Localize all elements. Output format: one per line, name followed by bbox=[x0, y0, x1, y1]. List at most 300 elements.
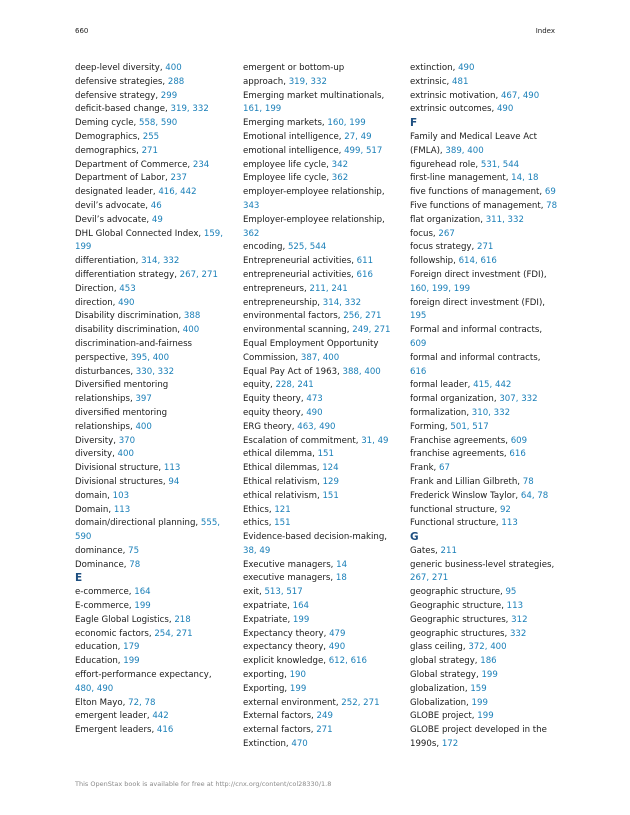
page-link[interactable]: 67 bbox=[439, 463, 450, 474]
page-link[interactable]: 267, 271 bbox=[179, 269, 218, 280]
index-entry bbox=[75, 159, 233, 173]
page-link[interactable]: 164 bbox=[292, 601, 310, 612]
index-letter-heading: G bbox=[410, 531, 419, 544]
index-entry bbox=[243, 421, 401, 435]
index-entry bbox=[410, 559, 560, 573]
page-link[interactable]: 555, bbox=[200, 518, 221, 529]
index-term: Equal Employment Opportunity bbox=[243, 338, 379, 349]
index-entry bbox=[243, 628, 401, 642]
page-link[interactable]: 190 bbox=[289, 670, 306, 681]
page-link[interactable]: 501, 517 bbox=[450, 421, 489, 432]
page-link[interactable]: 311, 332 bbox=[485, 214, 524, 225]
index-term: flat organization, bbox=[410, 214, 486, 225]
page-link[interactable]: 121 bbox=[274, 504, 291, 515]
page-link[interactable]: 370 bbox=[118, 435, 136, 446]
index-term: Divisional structures, bbox=[75, 476, 169, 487]
index-entry bbox=[410, 172, 560, 186]
page-link[interactable]: 69 bbox=[544, 187, 556, 198]
page-link[interactable]: 362 bbox=[331, 173, 349, 184]
index-term: Geographic structures, bbox=[410, 614, 512, 625]
index-term: figurehead role, bbox=[410, 159, 481, 170]
page-link[interactable]: 612, 616 bbox=[328, 656, 367, 667]
index-entry bbox=[243, 145, 401, 159]
index-entry bbox=[243, 379, 401, 393]
index-term: Geographic structure, bbox=[410, 601, 507, 612]
index-term: Emotional intelligence, bbox=[243, 131, 345, 142]
index-term: explicit knowledge, bbox=[243, 656, 329, 667]
index-entry bbox=[75, 407, 233, 421]
page-link[interactable]: 467, 490 bbox=[500, 90, 540, 101]
index-term: extrinsic, bbox=[410, 76, 453, 87]
index-term: e-commerce, bbox=[75, 587, 135, 598]
page-link[interactable]: 332 bbox=[509, 628, 527, 639]
page-link[interactable]: 299 bbox=[160, 90, 178, 101]
index-entry bbox=[75, 600, 233, 614]
index-term: Equal Pay Act of 1963, bbox=[243, 366, 343, 377]
page-link[interactable]: 490 bbox=[306, 407, 323, 418]
page-link[interactable]: 319, 332 bbox=[288, 76, 327, 87]
page-link[interactable]: 442 bbox=[152, 711, 169, 722]
page-link[interactable]: 614, 616 bbox=[458, 256, 497, 267]
index-term: Expectancy theory, bbox=[243, 628, 330, 639]
index-term: geographic structure, bbox=[410, 587, 506, 598]
index-term: formal leader, bbox=[410, 380, 474, 391]
index-term: Eagle Global Logistics, bbox=[75, 614, 175, 625]
page-link[interactable]: 129 bbox=[322, 476, 339, 487]
index-term: Employer-employee relationship, bbox=[243, 214, 385, 225]
page-link[interactable]: 415, 442 bbox=[473, 380, 512, 391]
page-link[interactable]: 470 bbox=[291, 739, 308, 750]
index-entry bbox=[410, 641, 560, 655]
page-link[interactable]: 160, 199 bbox=[327, 118, 366, 129]
index-entry bbox=[243, 614, 401, 628]
page-link[interactable]: 113 bbox=[506, 601, 524, 612]
page-link[interactable]: 271 bbox=[141, 145, 158, 156]
page-link[interactable]: 256, 271 bbox=[343, 311, 382, 322]
index-entry bbox=[410, 490, 560, 504]
index-entry bbox=[243, 283, 401, 297]
index-entry bbox=[75, 490, 233, 504]
index-term: Exporting, bbox=[243, 683, 290, 694]
index-entry bbox=[243, 200, 401, 214]
index-entry bbox=[243, 462, 401, 476]
index-term: Executive managers, bbox=[243, 559, 337, 570]
page-link[interactable]: 161, 199 bbox=[243, 104, 282, 115]
index-entry bbox=[75, 531, 233, 545]
index-term: Forming, bbox=[410, 421, 451, 432]
page-link[interactable]: 75 bbox=[128, 545, 140, 556]
page-link[interactable]: 159, bbox=[203, 228, 224, 239]
index-entry bbox=[243, 407, 401, 421]
index-entry bbox=[75, 379, 233, 393]
index-entry bbox=[75, 476, 233, 490]
page-link[interactable]: 237 bbox=[170, 173, 187, 184]
page-link[interactable]: 525, 544 bbox=[287, 242, 327, 253]
index-entry bbox=[75, 200, 233, 214]
page-link[interactable]: 172 bbox=[441, 739, 459, 750]
index-entry bbox=[75, 145, 233, 159]
page-link[interactable]: 513, 517 bbox=[264, 587, 303, 598]
page-link[interactable]: 199 bbox=[134, 601, 151, 612]
index-entry bbox=[75, 269, 233, 283]
index-entry bbox=[410, 283, 560, 297]
page-link[interactable]: 234 bbox=[192, 159, 210, 170]
index-entry bbox=[75, 255, 233, 269]
page-link[interactable]: 199 bbox=[75, 242, 92, 253]
page-link[interactable]: 267, 271 bbox=[410, 573, 449, 584]
index-term: glass ceiling, bbox=[410, 642, 469, 653]
page-link[interactable]: 463, 490 bbox=[297, 421, 336, 432]
page-link[interactable]: 249, 271 bbox=[352, 325, 391, 336]
index-entry bbox=[410, 241, 560, 255]
index-term: Emerging markets, bbox=[243, 118, 328, 129]
index-entry bbox=[243, 159, 401, 173]
page-link[interactable]: 124 bbox=[322, 463, 339, 474]
page-link[interactable]: 151 bbox=[317, 449, 334, 460]
index-term: defensive strategy, bbox=[75, 90, 161, 101]
index-term: entrepreneurship, bbox=[243, 297, 323, 308]
index-term: devil’s advocate, bbox=[75, 200, 151, 211]
index-entry bbox=[75, 103, 233, 117]
page-link[interactable]: 64, 78 bbox=[520, 490, 549, 501]
index-entry bbox=[410, 297, 560, 311]
index-term: Ethics, bbox=[243, 504, 275, 515]
page-link[interactable]: 14, 18 bbox=[511, 173, 539, 184]
page-link[interactable]: 195 bbox=[410, 311, 427, 322]
page-link[interactable]: 211 bbox=[440, 545, 457, 556]
page-link[interactable]: 49 bbox=[151, 214, 163, 225]
index-entry bbox=[75, 655, 233, 669]
index-column-1 bbox=[75, 62, 233, 738]
index-term: diversified mentoring bbox=[75, 407, 168, 418]
index-entry bbox=[75, 614, 233, 628]
page-link[interactable]: 14 bbox=[336, 559, 348, 570]
index-entry bbox=[410, 738, 560, 752]
page-link[interactable]: 199 bbox=[481, 670, 498, 681]
index-entry bbox=[410, 655, 560, 669]
page-link[interactable]: 330, 332 bbox=[135, 366, 175, 377]
index-entry bbox=[75, 393, 233, 407]
page-link[interactable]: 400 bbox=[117, 449, 134, 460]
index-entry bbox=[243, 324, 401, 338]
index-term: ethics, bbox=[243, 518, 275, 529]
page-link[interactable]: 314, 332 bbox=[322, 297, 362, 308]
index-term: Diversified mentoring bbox=[75, 380, 169, 391]
page-link[interactable]: 160, 199, 199 bbox=[410, 283, 471, 294]
index-entry bbox=[243, 683, 401, 697]
index-entry bbox=[410, 614, 560, 628]
index-term: followship, bbox=[410, 256, 459, 267]
index-term: formalization, bbox=[410, 407, 472, 418]
page-link[interactable]: 113 bbox=[163, 463, 181, 474]
page-link[interactable]: 362 bbox=[243, 228, 260, 239]
page-link[interactable]: 78 bbox=[129, 559, 141, 570]
index-term: formal organization, bbox=[410, 394, 500, 405]
index-entry bbox=[410, 710, 560, 724]
index-term: emergent or bottom-up bbox=[243, 63, 345, 73]
page-link[interactable]: 307, 332 bbox=[499, 394, 538, 405]
page-link[interactable]: 416 bbox=[156, 725, 174, 736]
index-entry bbox=[75, 310, 233, 324]
page-link[interactable]: 92 bbox=[499, 504, 511, 515]
index-term: Ethical relativism, bbox=[243, 476, 323, 487]
page-link[interactable]: 179 bbox=[123, 642, 140, 653]
page-link[interactable]: 211, 241 bbox=[309, 283, 348, 294]
index-entry bbox=[243, 90, 401, 104]
page-link[interactable]: 490 bbox=[328, 642, 346, 653]
index-term: Direction, bbox=[75, 283, 120, 294]
index-entry bbox=[75, 338, 233, 352]
page-link[interactable]: 479 bbox=[329, 628, 346, 639]
index-term: Globalization, bbox=[410, 697, 472, 708]
page-link[interactable]: 271 bbox=[476, 242, 494, 253]
page-link[interactable]: 151 bbox=[274, 518, 291, 529]
page-link[interactable]: 78 bbox=[546, 200, 558, 211]
index-term: Demographics, bbox=[75, 131, 143, 142]
index-entry bbox=[243, 393, 401, 407]
index-term: effort-performance expectancy, bbox=[75, 670, 212, 681]
index-entry bbox=[410, 200, 560, 214]
page-link[interactable]: 388 bbox=[183, 311, 201, 322]
page-link[interactable]: 616 bbox=[410, 366, 427, 377]
index-term: entrepreneurial activities, bbox=[243, 269, 357, 280]
index-entry bbox=[243, 738, 401, 752]
page-link[interactable]: 18 bbox=[335, 573, 347, 584]
index-entry bbox=[410, 214, 560, 228]
index-term: GLOBE project, bbox=[410, 711, 478, 722]
page-link[interactable]: 388, 400 bbox=[342, 366, 381, 377]
index-term: focus strategy, bbox=[410, 242, 477, 253]
page-link[interactable]: 199 bbox=[471, 697, 488, 708]
index-entry bbox=[410, 352, 560, 366]
index-term: Functional structure, bbox=[410, 518, 502, 529]
page-link[interactable]: 531, 544 bbox=[480, 159, 520, 170]
index-entry bbox=[75, 448, 233, 462]
index-entry bbox=[243, 600, 401, 614]
index-term: environmental factors, bbox=[243, 311, 344, 322]
page-link[interactable]: 616 bbox=[356, 269, 373, 280]
page-link[interactable]: 609 bbox=[510, 435, 528, 446]
page-link[interactable]: 199 bbox=[289, 683, 307, 694]
page-link[interactable]: 499, 517 bbox=[344, 145, 383, 156]
index-entry bbox=[243, 517, 401, 531]
page-link[interactable]: 94 bbox=[168, 476, 180, 487]
page-link[interactable]: 78 bbox=[522, 476, 534, 487]
page-link[interactable]: 199 bbox=[123, 656, 140, 667]
index-term: executive managers, bbox=[243, 573, 336, 584]
index-entry bbox=[243, 297, 401, 311]
index-term: entrepreneurs, bbox=[243, 283, 310, 294]
page-link[interactable]: 27, 49 bbox=[344, 131, 372, 142]
index-entry bbox=[243, 62, 401, 76]
page-link[interactable]: 252, 271 bbox=[341, 697, 380, 708]
index-term: demographics, bbox=[75, 145, 142, 156]
page-link[interactable]: 151 bbox=[322, 490, 339, 501]
page-link[interactable]: 473 bbox=[306, 394, 323, 405]
index-term: GLOBE project developed in the bbox=[410, 725, 547, 736]
page-link[interactable]: 616 bbox=[509, 449, 526, 460]
index-term: Emergent leaders, bbox=[75, 725, 157, 736]
index-entry bbox=[75, 504, 233, 518]
page-link[interactable]: 267 bbox=[438, 228, 455, 239]
index-entry bbox=[410, 421, 560, 435]
page-link[interactable]: 387, 400 bbox=[300, 352, 340, 363]
index-entry bbox=[243, 366, 401, 380]
index-term: ethical relativism, bbox=[243, 490, 323, 501]
page-link[interactable]: 342 bbox=[331, 159, 349, 170]
page-link[interactable]: 372, 400 bbox=[468, 642, 507, 653]
index-entry bbox=[243, 352, 401, 366]
index-entry bbox=[75, 669, 233, 683]
index-term: Dominance, bbox=[75, 559, 130, 570]
page-link[interactable]: 343 bbox=[243, 200, 260, 211]
page-link[interactable]: 164 bbox=[134, 587, 151, 598]
page-link[interactable]: 199 bbox=[477, 711, 494, 722]
page-link[interactable]: 312 bbox=[511, 614, 528, 625]
page-link[interactable]: 113 bbox=[501, 518, 518, 529]
page-link[interactable]: 558, 590 bbox=[138, 118, 178, 129]
index-term: Franchise agreements, bbox=[410, 435, 511, 446]
index-entry bbox=[410, 338, 560, 352]
page-link[interactable]: 310, 332 bbox=[471, 407, 511, 418]
index-entry bbox=[75, 131, 233, 145]
index-entry bbox=[410, 572, 560, 586]
page-link[interactable]: 95 bbox=[505, 587, 517, 598]
page-link[interactable]: 590 bbox=[75, 532, 92, 543]
page-link[interactable]: 271 bbox=[316, 725, 333, 736]
index-entry bbox=[243, 435, 401, 449]
index-entry bbox=[75, 241, 233, 255]
index-term: generic business-level strategies, bbox=[410, 559, 555, 570]
index-entry bbox=[243, 310, 401, 324]
index-term: ERG theory, bbox=[243, 421, 298, 432]
page-link[interactable]: 395, 400 bbox=[130, 352, 170, 363]
index-entry bbox=[410, 476, 560, 490]
page-link[interactable]: 31, 49 bbox=[361, 435, 389, 446]
index-entry bbox=[75, 366, 233, 380]
page-link[interactable]: 397 bbox=[135, 394, 152, 405]
page-link[interactable]: 609 bbox=[410, 338, 427, 349]
index-term: education, bbox=[75, 642, 124, 653]
index-term: Department of Labor, bbox=[75, 173, 171, 184]
index-term: expectancy theory, bbox=[243, 642, 329, 653]
index-entry bbox=[410, 697, 560, 711]
index-term: 1990s, bbox=[410, 739, 442, 750]
page-link[interactable]: 400 bbox=[165, 63, 182, 73]
index-entry bbox=[410, 517, 560, 531]
footer-text: This OpenStax book is available for free at http://cnx.org/content/col28330/1.8 bbox=[75, 780, 332, 788]
index-term: discrimination-and-fairness bbox=[75, 338, 193, 349]
index-entry bbox=[243, 697, 401, 711]
page-link[interactable]: 314, 332 bbox=[141, 256, 180, 267]
index-entry bbox=[410, 724, 560, 738]
page-link[interactable]: 481 bbox=[452, 76, 469, 87]
index-entry bbox=[75, 117, 233, 131]
index-term: Frank and Lillian Gilbreth, bbox=[410, 476, 523, 487]
index-term: economic factors, bbox=[75, 628, 155, 639]
page-link[interactable]: 254, 271 bbox=[154, 628, 193, 639]
index-term: (FMLA), bbox=[410, 145, 446, 156]
page-link[interactable]: 400 bbox=[182, 325, 200, 336]
page-link[interactable]: 103 bbox=[112, 490, 130, 501]
page-link[interactable]: 228, 241 bbox=[275, 380, 314, 391]
index-term: environmental scanning, bbox=[243, 325, 353, 336]
index-entry bbox=[410, 366, 560, 380]
page-link[interactable]: 159 bbox=[470, 683, 487, 694]
page-link[interactable]: 255 bbox=[142, 131, 160, 142]
page-link[interactable]: 38, 49 bbox=[243, 545, 271, 556]
index-term: Diversity, bbox=[75, 435, 119, 446]
page-link[interactable]: 113 bbox=[113, 504, 131, 515]
index-entry bbox=[243, 241, 401, 255]
page-link[interactable]: 400 bbox=[135, 421, 152, 432]
index-entry bbox=[75, 421, 233, 435]
index-entry bbox=[243, 710, 401, 724]
index-entry bbox=[243, 490, 401, 504]
page-link[interactable]: 611 bbox=[356, 256, 374, 267]
index-term: disturbances, bbox=[75, 366, 136, 377]
index-entry bbox=[75, 545, 233, 559]
index-entry bbox=[410, 669, 560, 683]
index-term: Elton Mayo, bbox=[75, 697, 129, 708]
index-term: Disability discrimination, bbox=[75, 311, 184, 322]
index-entry bbox=[75, 697, 233, 711]
page-link[interactable]: 249 bbox=[316, 711, 333, 722]
index-entry bbox=[410, 269, 560, 283]
page-link[interactable]: 72, 78 bbox=[128, 697, 156, 708]
page-link[interactable]: 480, 490 bbox=[75, 683, 114, 694]
page-link[interactable]: 453 bbox=[119, 283, 136, 294]
index-entry bbox=[243, 172, 401, 186]
index-term: exit, bbox=[243, 587, 265, 598]
index-entry bbox=[410, 131, 560, 145]
index-entry bbox=[75, 283, 233, 297]
page-link[interactable]: 389, 400 bbox=[445, 145, 484, 156]
index-term: Five functions of management, bbox=[410, 200, 547, 211]
index-term: global strategy, bbox=[410, 656, 481, 667]
index-entry bbox=[410, 683, 560, 697]
index-term: differentiation, bbox=[75, 256, 142, 267]
page-link[interactable]: 490 bbox=[496, 104, 514, 115]
index-term: functional structure, bbox=[410, 504, 500, 515]
page-link[interactable]: 416, 442 bbox=[158, 187, 197, 198]
index-entry bbox=[410, 145, 560, 159]
index-entry bbox=[243, 504, 401, 518]
index-term: Divisional structure, bbox=[75, 463, 164, 474]
index-term: Entrepreneurial activities, bbox=[243, 256, 357, 267]
page-link[interactable]: 46 bbox=[150, 200, 162, 211]
index-term: diversity, bbox=[75, 449, 118, 460]
page-link[interactable]: 199 bbox=[292, 614, 310, 625]
page-link[interactable]: 490 bbox=[118, 297, 135, 308]
index-entry bbox=[410, 393, 560, 407]
index-term: Department of Commerce, bbox=[75, 159, 193, 170]
index-entry bbox=[243, 641, 401, 655]
index-entry bbox=[243, 476, 401, 490]
index-entry bbox=[243, 269, 401, 283]
index-entry bbox=[243, 103, 401, 117]
index-term: direction, bbox=[75, 297, 119, 308]
page-link[interactable]: 490 bbox=[458, 63, 475, 73]
index-term: deep-level diversity, bbox=[75, 63, 166, 73]
section-title: Index bbox=[535, 27, 555, 35]
page-link[interactable]: 319, 332 bbox=[170, 104, 209, 115]
page-link[interactable]: 186 bbox=[480, 656, 497, 667]
page-link[interactable]: 218 bbox=[174, 614, 191, 625]
index-entry bbox=[75, 90, 233, 104]
page-link[interactable]: 288 bbox=[167, 76, 185, 87]
index-letter-heading: E bbox=[75, 572, 83, 585]
